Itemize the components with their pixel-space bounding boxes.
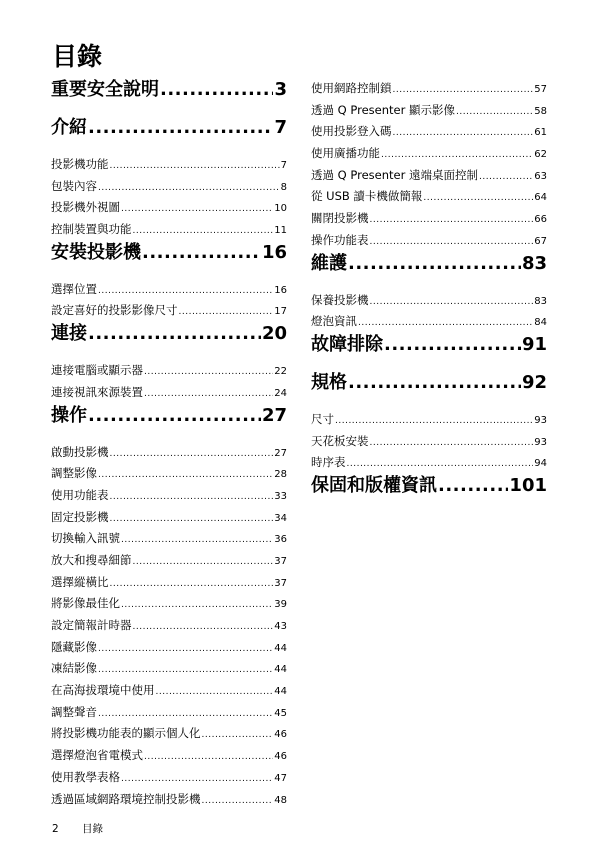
toc-section-entry[interactable] xyxy=(51,572,287,594)
toc-section-entry[interactable] xyxy=(51,789,287,811)
dot-leader xyxy=(438,474,508,498)
dot-leader xyxy=(160,78,273,102)
toc-chapter-entry[interactable] xyxy=(51,404,287,428)
toc-entry-label: 選擇燈泡省電模式 xyxy=(51,748,143,763)
dot-leader xyxy=(156,682,274,704)
footer-section-name: 目錄 xyxy=(82,823,103,835)
dot-leader xyxy=(110,444,274,466)
toc-entry-label: 使用網路控制鎖 xyxy=(311,81,392,95)
toc-entry-label: 時序表 xyxy=(311,455,346,470)
dot-leader xyxy=(423,188,533,210)
toc-right-column xyxy=(311,78,547,512)
toc-entry-page-number: 101 xyxy=(509,474,547,496)
toc-section-entry[interactable] xyxy=(51,550,287,572)
toc-entry-label: 投影機功能 xyxy=(51,157,109,171)
toc-chapter-entry[interactable] xyxy=(51,78,287,102)
toc-section-entry[interactable] xyxy=(51,528,287,550)
toc-entry-page-number: 27 xyxy=(274,447,287,459)
toc-chapter-entry[interactable] xyxy=(311,474,547,498)
dot-leader xyxy=(88,116,273,140)
toc-entry-page-number: 37 xyxy=(274,577,287,589)
dot-leader xyxy=(133,617,274,639)
dot-leader xyxy=(110,156,280,178)
toc-entry-label: 將影像最佳化 xyxy=(51,596,120,611)
dot-leader xyxy=(179,302,274,324)
toc-section-entry[interactable] xyxy=(311,452,547,474)
dot-leader xyxy=(370,232,534,254)
dot-leader xyxy=(133,552,274,574)
dot-leader xyxy=(370,292,534,314)
dot-leader xyxy=(348,252,521,276)
toc-section-entry[interactable] xyxy=(311,78,547,100)
toc-entry-page-number: 37 xyxy=(274,555,287,567)
toc-entry-label: 燈泡資訊 xyxy=(311,314,357,329)
dot-leader xyxy=(370,210,534,232)
toc-entry-page-number: 91 xyxy=(521,333,547,355)
toc-section-entry[interactable] xyxy=(311,431,547,453)
toc-entry-label: 透過 Q Presenter 顯示影像 xyxy=(311,102,455,117)
dot-leader xyxy=(202,725,274,747)
toc-entry-page-number: 44 xyxy=(274,664,287,676)
dot-leader xyxy=(142,241,261,265)
toc-entry-label: 關閉投影機 xyxy=(311,211,369,226)
toc-entry-page-number: 84 xyxy=(534,317,547,329)
toc-entry-label: 透過區域網路環境控制投影機 xyxy=(51,791,201,806)
toc-entry-label: 隱藏影像 xyxy=(51,639,97,654)
toc-entry-page-number: 46 xyxy=(274,729,287,741)
dot-leader xyxy=(121,199,273,221)
toc-entry-page-number: 16 xyxy=(261,241,287,263)
toc-entry-label: 選擇縱橫比 xyxy=(51,574,109,589)
toc-entry-label: 保養投影機 xyxy=(311,292,369,307)
dot-leader xyxy=(144,362,273,384)
toc-section-entry[interactable] xyxy=(51,176,287,198)
dot-leader xyxy=(98,281,273,303)
dot-leader xyxy=(98,465,273,487)
toc-entry-page-number: 7 xyxy=(280,160,287,171)
toc-entry-label: 包裝內容 xyxy=(51,178,97,193)
toc-entry-label: 使用投影登入碼 xyxy=(311,124,392,139)
toc-entry-label: 啟動投影機 xyxy=(51,444,109,459)
toc-section-entry[interactable] xyxy=(311,100,547,122)
toc-section-entry[interactable] xyxy=(51,382,287,404)
toc-entry-page-number: 83 xyxy=(534,295,547,307)
toc-entry-page-number: 11 xyxy=(274,225,287,237)
toc-entry-label: 選擇位置 xyxy=(51,281,97,296)
dot-leader xyxy=(384,333,521,357)
toc-entry-page-number: 17 xyxy=(274,306,287,318)
page-footer xyxy=(52,821,103,836)
dot-leader xyxy=(144,384,273,406)
toc-entry-label: 安裝投影機 xyxy=(51,241,141,263)
toc-entry-page-number: 46 xyxy=(274,751,287,763)
toc-entry-page-number: 33 xyxy=(274,490,287,502)
toc-entry-label: 故障排除 xyxy=(311,333,383,355)
toc-entry-page-number: 64 xyxy=(534,192,547,204)
toc-entry-page-number: 67 xyxy=(534,235,547,247)
toc-section-entry[interactable] xyxy=(51,637,287,659)
footer-page-number: 2 xyxy=(52,823,59,835)
toc-section-entry[interactable] xyxy=(51,154,287,176)
toc-section-entry[interactable] xyxy=(51,658,287,680)
toc-section-entry[interactable] xyxy=(51,279,287,301)
toc-section-entry[interactable] xyxy=(51,615,287,637)
toc-entry-label: 設定喜好的投影影像尺寸 xyxy=(51,303,178,318)
toc-entry-page-number: 66 xyxy=(534,214,547,226)
toc-entry-page-number: 57 xyxy=(534,84,547,95)
toc-entry-label: 將投影機功能表的顯示個人化 xyxy=(51,726,201,741)
toc-entry-page-number: 34 xyxy=(274,512,287,524)
dot-leader xyxy=(98,178,280,200)
toc-entry-page-number: 16 xyxy=(274,284,287,296)
toc-entry-label: 凍結影像 xyxy=(51,661,97,676)
toc-entry-label: 切換輸入訊號 xyxy=(51,531,120,546)
dot-leader xyxy=(381,145,533,167)
toc-chapter-entry[interactable] xyxy=(311,252,547,276)
toc-entry-page-number: 43 xyxy=(274,621,287,632)
toc-entry-label: 保固和版權資訊 xyxy=(311,474,437,496)
toc-entry-label: 透過 Q Presenter 遠端桌面控制 xyxy=(311,167,478,182)
toc-section-entry[interactable] xyxy=(311,311,547,333)
dot-leader xyxy=(144,747,273,769)
dot-leader xyxy=(202,791,274,813)
toc-section-entry[interactable] xyxy=(51,300,287,322)
toc-entry-page-number: 83 xyxy=(521,252,547,274)
dot-leader xyxy=(98,639,273,661)
toc-entry-page-number: 62 xyxy=(534,149,547,161)
toc-section-entry[interactable] xyxy=(51,485,287,507)
toc-chapter-entry[interactable] xyxy=(51,322,287,346)
toc-section-entry[interactable] xyxy=(51,197,287,219)
toc-entry-label: 規格 xyxy=(311,371,347,393)
toc-entry-label: 維護 xyxy=(311,252,347,274)
toc-entry-page-number: 39 xyxy=(274,599,287,611)
toc-chapter-entry[interactable] xyxy=(311,333,547,357)
toc-entry-label: 在高海拔環境中使用 xyxy=(51,683,155,698)
toc-entry-page-number: 93 xyxy=(534,414,547,426)
toc-entry-page-number: 44 xyxy=(274,642,287,654)
toc-entry-label: 尺寸 xyxy=(311,411,334,426)
dot-leader xyxy=(456,102,533,124)
toc-chapter-entry[interactable] xyxy=(51,116,287,140)
toc-entry-label: 使用教學表格 xyxy=(51,769,120,784)
toc-entry-label: 操作 xyxy=(51,404,87,426)
toc-section-entry[interactable] xyxy=(51,219,287,241)
toc-entry-label: 固定投影機 xyxy=(51,509,109,524)
toc-entry-page-number: 93 xyxy=(534,436,547,448)
toc-entry-label: 使用功能表 xyxy=(51,487,109,502)
toc-entry-label: 控制裝置與功能 xyxy=(51,222,132,237)
toc-chapter-entry[interactable] xyxy=(311,371,547,395)
toc-entry-page-number: 63 xyxy=(534,170,547,182)
toc-section-entry[interactable] xyxy=(311,143,547,165)
dot-leader xyxy=(98,704,273,726)
toc-entry-page-number: 27 xyxy=(261,404,287,426)
dot-leader xyxy=(370,433,534,455)
dot-leader xyxy=(110,487,274,509)
dot-leader xyxy=(348,371,521,395)
toc-left-column xyxy=(51,78,287,810)
toc-entry-page-number: 45 xyxy=(274,707,287,719)
dot-leader xyxy=(88,322,261,346)
toc-entry-label: 調整影像 xyxy=(51,466,97,481)
page-title: 目錄 xyxy=(52,42,103,71)
toc-entry-page-number: 8 xyxy=(280,181,287,193)
toc-entry-page-number: 10 xyxy=(274,203,287,215)
toc-entry-page-number: 24 xyxy=(274,387,287,399)
toc-entry-label: 連接視訊來源裝置 xyxy=(51,384,143,399)
toc-entry-page-number: 3 xyxy=(274,79,287,100)
dot-leader xyxy=(121,595,273,617)
toc-section-entry[interactable] xyxy=(51,593,287,615)
toc-entry-page-number: 7 xyxy=(274,117,287,138)
toc-chapter-entry[interactable] xyxy=(51,241,287,265)
toc-entry-label: 連接 xyxy=(51,323,87,345)
toc-section-entry[interactable] xyxy=(311,230,547,252)
toc-section-entry[interactable] xyxy=(311,409,547,431)
toc-entry-label: 從 USB 讀卡機做簡報 xyxy=(311,189,423,204)
toc-entry-page-number: 94 xyxy=(534,458,547,470)
toc-entry-page-number: 47 xyxy=(274,772,287,784)
toc-entry-page-number: 20 xyxy=(261,323,287,345)
toc-entry-label: 介紹 xyxy=(51,117,87,138)
toc-entry-label: 投影機外視圖 xyxy=(51,200,120,215)
toc-entry-page-number: 58 xyxy=(534,105,547,117)
toc-section-entry[interactable] xyxy=(311,121,547,143)
toc-entry-label: 使用廣播功能 xyxy=(311,146,380,161)
toc-entry-label: 重要安全說明 xyxy=(51,79,159,100)
toc-section-entry[interactable] xyxy=(311,165,547,187)
toc-section-entry[interactable] xyxy=(51,702,287,724)
dot-leader xyxy=(110,574,274,596)
dot-leader xyxy=(479,167,533,189)
toc-entry-page-number: 48 xyxy=(274,794,287,806)
dot-leader xyxy=(358,313,533,335)
dot-leader xyxy=(133,221,274,243)
toc-entry-label: 放大和搜尋細節 xyxy=(51,552,132,567)
toc-section-entry[interactable] xyxy=(51,767,287,789)
toc-entry-label: 天花板安裝 xyxy=(311,433,369,448)
toc-section-entry[interactable] xyxy=(311,208,547,230)
dot-leader xyxy=(88,404,261,428)
dot-leader xyxy=(121,530,273,552)
toc-entry-page-number: 61 xyxy=(534,127,547,139)
toc-entry-page-number: 22 xyxy=(274,366,287,378)
toc-entry-page-number: 92 xyxy=(521,371,547,393)
toc-section-entry[interactable] xyxy=(311,186,547,208)
dot-leader xyxy=(393,123,534,145)
toc-entry-page-number: 36 xyxy=(274,534,287,546)
toc-entry-label: 設定簡報計時器 xyxy=(51,618,132,632)
dot-leader xyxy=(98,660,273,682)
toc-entry-label: 操作功能表 xyxy=(311,232,369,247)
dot-leader xyxy=(121,769,273,791)
toc-section-entry[interactable] xyxy=(51,463,287,485)
toc-section-entry[interactable] xyxy=(51,442,287,464)
toc-entry-page-number: 28 xyxy=(274,469,287,481)
dot-leader xyxy=(347,454,534,476)
toc-entry-label: 連接電腦或顯示器 xyxy=(51,363,143,378)
dot-leader xyxy=(335,411,533,433)
toc-section-entry[interactable] xyxy=(51,723,287,745)
toc-entry-page-number: 44 xyxy=(274,686,287,698)
toc-section-entry[interactable] xyxy=(51,507,287,529)
dot-leader xyxy=(393,80,534,102)
dot-leader xyxy=(110,509,274,531)
toc-section-entry[interactable] xyxy=(51,360,287,382)
toc-section-entry[interactable] xyxy=(51,745,287,767)
toc-section-entry[interactable] xyxy=(51,680,287,702)
toc-section-entry[interactable] xyxy=(311,290,547,312)
toc-entry-label: 調整聲音 xyxy=(51,704,97,719)
